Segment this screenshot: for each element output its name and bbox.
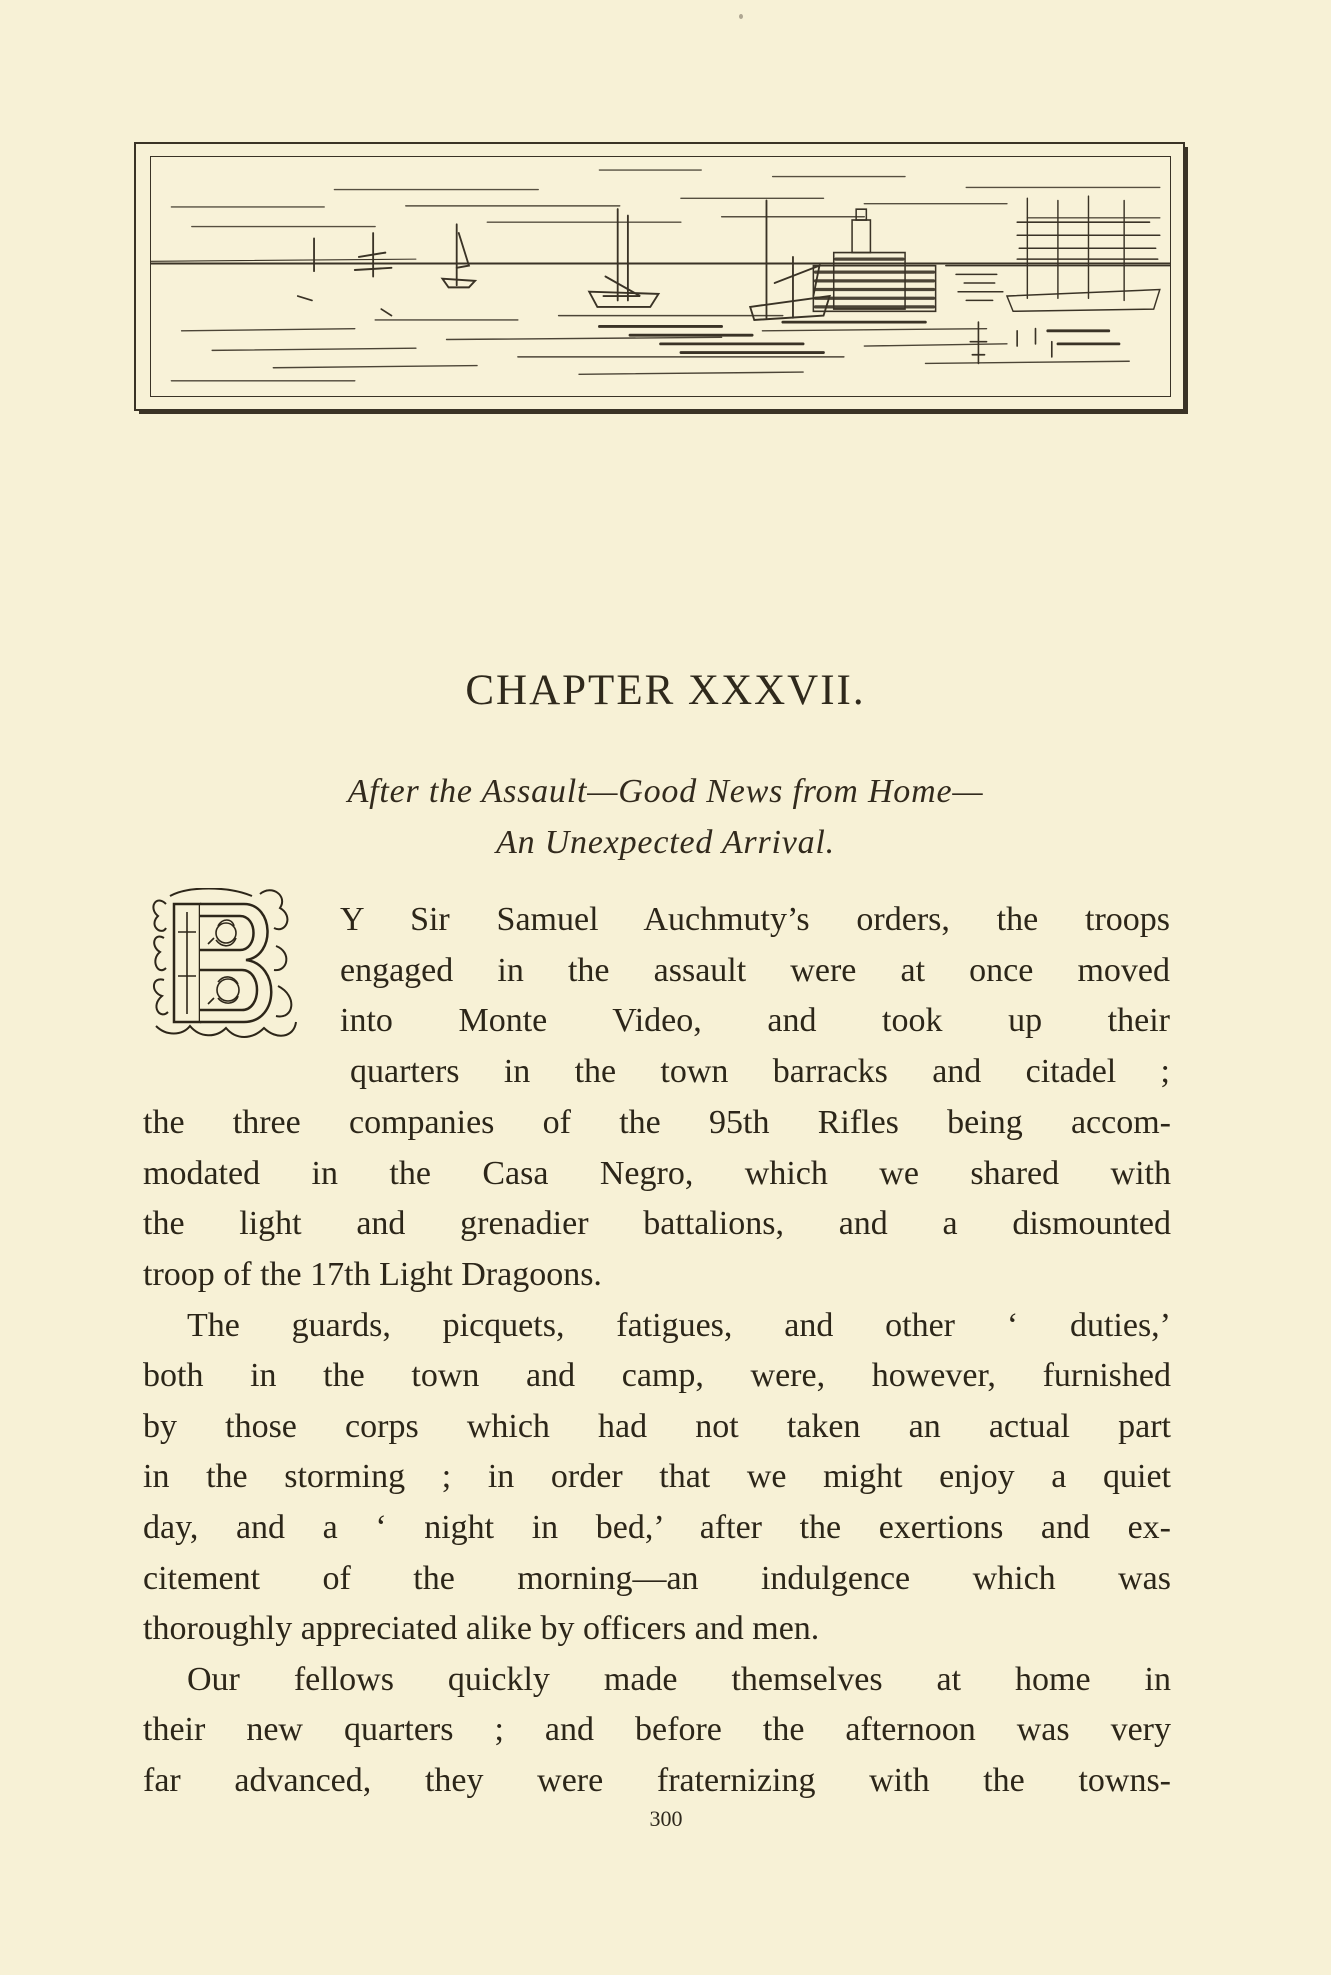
body-line: troop of the 17th Light Dragoons. (143, 1256, 602, 1293)
chapter-subtitle-line: After the Assault—Good News from Home— (347, 773, 984, 810)
chapter-heading: CHAPTER XXXVII. (465, 667, 866, 714)
body-line: far advanced, they were fraternizing with the towns- (143, 1762, 1171, 1799)
body-line: citement of the morning—an indulgence which was (143, 1560, 1171, 1597)
body-line: the three companies of the 95th Rifles being accom- (143, 1104, 1171, 1141)
chapter-subtitle-line: An Unexpected Arrival. (496, 824, 835, 861)
body-line: both in the town and camp, were, however, furnished (143, 1357, 1171, 1394)
body-line: the light and grenadier battalions, and a dismounted (143, 1205, 1171, 1242)
body-line: by those corps which had not taken an actual part (143, 1408, 1171, 1445)
decorated-initial-letter: B (224, 1038, 225, 1039)
page-number: 300 (649, 1806, 683, 1831)
body-line: Our fellows quickly made themselves at home in (187, 1661, 1171, 1698)
body-line: in the storming ; in order that we might enjoy a quiet (143, 1458, 1171, 1495)
body-line: quarters in the town barracks and citadel ; (350, 1053, 1170, 1090)
body-line: engaged in the assault were at once moved (340, 952, 1170, 989)
body-line: their new quarters ; and before the afternoon was very (143, 1711, 1171, 1748)
body-line: The guards, picquets, fatigues, and other ‘ duties,’ (187, 1307, 1171, 1344)
body-line: day, and a ‘ night in bed,’ after the exertions and ex- (143, 1509, 1171, 1546)
body-line: into Monte Video, and took up their (340, 1002, 1170, 1039)
body-line: Y Sir Samuel Auchmuty’s orders, the troops (340, 901, 1170, 938)
body-line: modated in the Casa Negro, which we shared with (143, 1155, 1171, 1192)
body-line: thoroughly appreciated alike by officers and men. (143, 1610, 820, 1647)
